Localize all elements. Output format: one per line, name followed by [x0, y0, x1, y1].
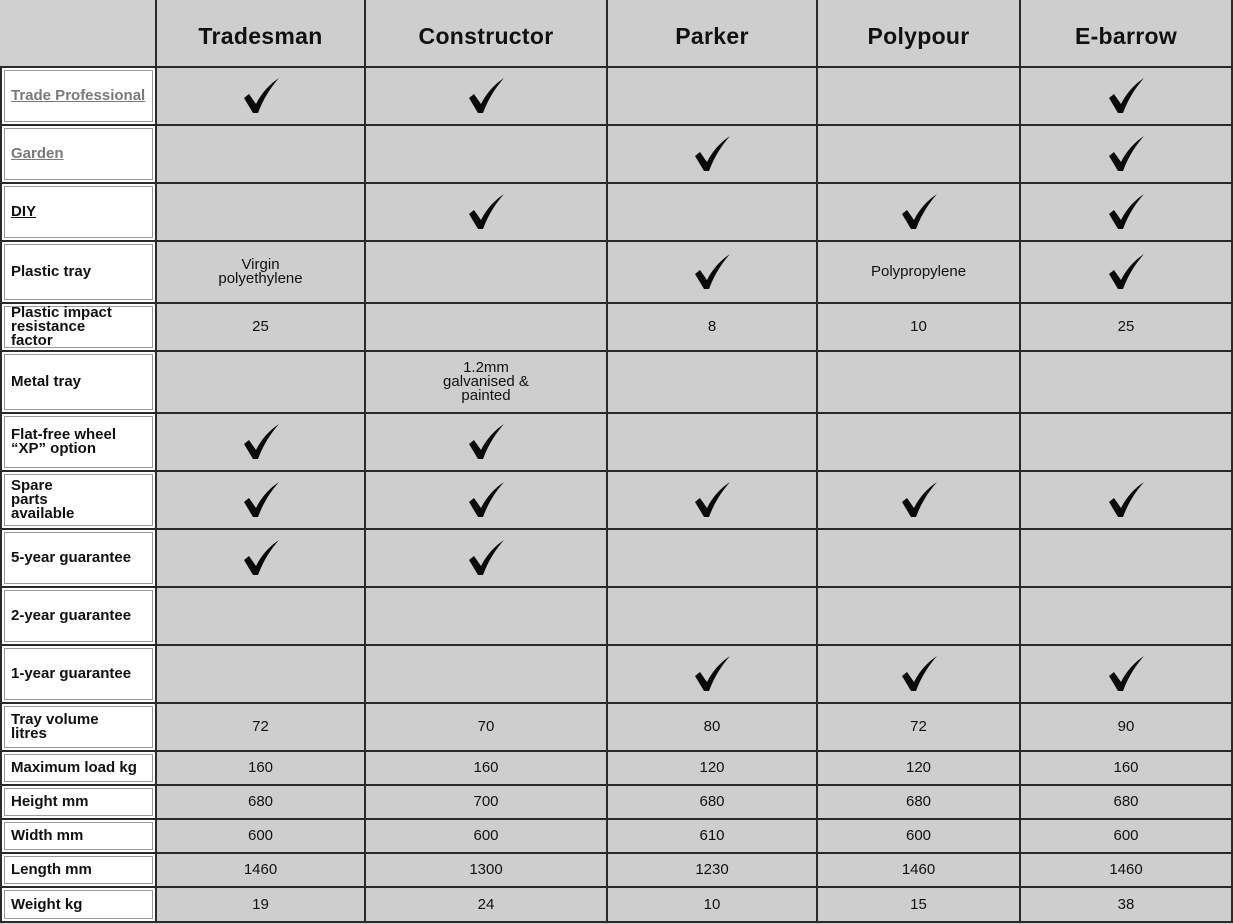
- table-cell: [607, 303, 817, 351]
- table-cell: [365, 819, 607, 853]
- checkmark-icon: [1106, 193, 1146, 231]
- table-cell: [365, 67, 607, 125]
- row-label-link[interactable]: Trade Professional: [11, 87, 146, 104]
- row-label-cell: [1, 887, 156, 922]
- table-cell: [817, 125, 1020, 183]
- cell-value: 8: [707, 318, 717, 335]
- row-label-cell: [1, 751, 156, 785]
- row-label-cell: [1, 471, 156, 529]
- table-cell: [607, 853, 817, 887]
- row-label-cell[interactable]: [1, 125, 156, 183]
- table-cell: [1020, 351, 1232, 413]
- row-label: Height mm: [11, 793, 89, 810]
- column-header-tradesman: Tradesman: [156, 0, 365, 67]
- table-cell: [365, 887, 607, 922]
- table-cell: [365, 241, 607, 303]
- cell-value: 600: [1113, 827, 1139, 844]
- row-label-cell: [1, 351, 156, 413]
- table-cell: [365, 645, 607, 703]
- table-cell: [156, 785, 365, 819]
- cell-value: 10: [910, 318, 927, 335]
- checkmark-icon: [692, 253, 732, 291]
- table-cell: [365, 413, 607, 471]
- table-cell: [365, 751, 607, 785]
- table-cell: [607, 751, 817, 785]
- row-label: Plastic impact resistance factor: [11, 304, 112, 349]
- table-cell: [156, 67, 365, 125]
- cell-value: 70: [477, 718, 495, 735]
- row-label-cell: [1, 303, 156, 351]
- table-row: [1, 703, 1232, 751]
- row-label-link[interactable]: DIY: [11, 203, 37, 220]
- cell-value: 160: [473, 759, 499, 776]
- table-cell: [365, 125, 607, 183]
- table-row: [1, 887, 1232, 922]
- table-cell: [156, 645, 365, 703]
- table-row: [1, 351, 1232, 413]
- table-cell: [817, 351, 1020, 413]
- checkmark-icon: [692, 481, 732, 519]
- column-header-e-barrow: E-barrow: [1020, 0, 1232, 67]
- cell-value: 120: [905, 759, 932, 776]
- table-row: [1, 785, 1232, 819]
- row-label: Length mm: [11, 861, 92, 878]
- table-cell: [365, 853, 607, 887]
- column-header-polypour: Polypour: [817, 0, 1020, 67]
- checkmark-icon: [241, 539, 281, 577]
- cell-value: 24: [477, 895, 495, 913]
- row-label-cell: [1, 703, 156, 751]
- table-cell: [1020, 413, 1232, 471]
- table-cell: [607, 587, 817, 645]
- checkmark-icon: [1106, 253, 1146, 291]
- table-cell: [1020, 125, 1232, 183]
- cell-value: 10: [703, 895, 721, 913]
- checkmark-icon: [466, 423, 506, 461]
- table-cell: [817, 413, 1020, 471]
- checkmark-icon: [692, 655, 732, 693]
- table-cell: [156, 587, 365, 645]
- cell-value: 1460: [1109, 861, 1143, 878]
- table-cell: [365, 529, 607, 587]
- table-cell: [607, 471, 817, 529]
- checkmark-icon: [466, 481, 506, 519]
- table-cell: [817, 67, 1020, 125]
- checkmark-icon: [1106, 481, 1146, 519]
- table-row: [1, 241, 1232, 303]
- table-row: [1, 751, 1232, 785]
- table-cell: [817, 819, 1020, 853]
- row-label-cell: [1, 413, 156, 471]
- row-label-cell: [1, 645, 156, 703]
- table-cell: [817, 645, 1020, 703]
- table-cell: [1020, 887, 1232, 922]
- table-cell: [1020, 785, 1232, 819]
- table-row: [1, 471, 1232, 529]
- cell-value: 25: [252, 318, 269, 335]
- table-row: [1, 303, 1232, 351]
- row-label: Weight kg: [11, 895, 83, 913]
- column-header-parker: Parker: [607, 0, 817, 67]
- table-cell: [1020, 67, 1232, 125]
- checkmark-icon: [466, 193, 506, 231]
- table-cell: [156, 241, 365, 303]
- table-cell: [817, 241, 1020, 303]
- cell-value: 1460: [901, 861, 936, 878]
- table-cell: [365, 587, 607, 645]
- table-row: [1, 587, 1232, 645]
- cell-value: 1.2mm galvanised & painted: [443, 359, 529, 404]
- table-cell: [365, 785, 607, 819]
- table-cell: [1020, 183, 1232, 241]
- table-cell: [365, 471, 607, 529]
- table-body: [1, 67, 1232, 922]
- table-row: [1, 853, 1232, 887]
- row-label: Plastic tray: [11, 263, 92, 280]
- table-cell: [365, 303, 607, 351]
- cell-value: 680: [699, 793, 725, 810]
- table-cell: [1020, 303, 1232, 351]
- table-cell: [607, 67, 817, 125]
- table-cell: [607, 645, 817, 703]
- cell-value: Virgin polyethylene: [218, 256, 303, 287]
- row-label: 1-year guarantee: [11, 665, 132, 682]
- table-cell: [607, 703, 817, 751]
- cell-value: 1460: [243, 861, 278, 878]
- table-cell: [156, 853, 365, 887]
- row-label-cell: [1, 785, 156, 819]
- table-row: [1, 529, 1232, 587]
- cell-value: 680: [1113, 793, 1139, 810]
- table-cell: [817, 529, 1020, 587]
- row-label: Width mm: [11, 827, 84, 844]
- table-cell: [365, 703, 607, 751]
- table-cell: [365, 183, 607, 241]
- checkmark-icon: [466, 77, 506, 115]
- cell-value: 15: [910, 895, 927, 913]
- table-cell: [607, 351, 817, 413]
- header-row: [1, 0, 1232, 67]
- cell-value: 600: [247, 827, 274, 844]
- row-label: 2-year guarantee: [11, 607, 132, 624]
- row-label: 5-year guarantee: [11, 549, 132, 566]
- table-cell: [817, 587, 1020, 645]
- table-cell: [817, 303, 1020, 351]
- checkmark-icon: [899, 481, 939, 519]
- cell-value: 610: [699, 827, 725, 844]
- cell-value: 38: [1117, 895, 1135, 913]
- table-cell: [156, 819, 365, 853]
- checkmark-icon: [466, 539, 506, 577]
- checkmark-icon: [241, 77, 281, 115]
- table-cell: [817, 471, 1020, 529]
- table-cell: [817, 853, 1020, 887]
- table-cell: [817, 703, 1020, 751]
- checkmark-icon: [241, 481, 281, 519]
- row-label-cell: [1, 853, 156, 887]
- checkmark-icon: [1106, 135, 1146, 173]
- cell-value: 160: [1113, 759, 1139, 776]
- row-label: Flat-free wheel “XP” option: [11, 426, 117, 457]
- table-cell: [817, 785, 1020, 819]
- cell-value: 1300: [469, 861, 503, 878]
- cell-value: 120: [699, 759, 725, 776]
- table-row: [1, 645, 1232, 703]
- table-cell: [1020, 703, 1232, 751]
- cell-value: 25: [1117, 318, 1135, 335]
- table-cell: [156, 351, 365, 413]
- row-label-cell: [1, 241, 156, 303]
- row-label-link[interactable]: Garden: [11, 145, 64, 162]
- column-header-constructor: Constructor: [365, 0, 607, 67]
- table-cell: [1020, 645, 1232, 703]
- row-label: Tray volume litres: [11, 711, 99, 742]
- checkmark-icon: [692, 135, 732, 173]
- table-row: [1, 67, 1232, 125]
- table-cell: [817, 183, 1020, 241]
- table-cell: [607, 529, 817, 587]
- table-cell: [156, 183, 365, 241]
- table-cell: [1020, 751, 1232, 785]
- table-row: [1, 413, 1232, 471]
- cell-value: 680: [247, 793, 274, 810]
- table-cell: [156, 125, 365, 183]
- cell-value: 600: [905, 827, 932, 844]
- row-label: Metal tray: [11, 373, 82, 390]
- table-cell: [817, 751, 1020, 785]
- table-row: [1, 819, 1232, 853]
- row-label-cell: [1, 529, 156, 587]
- table-cell: [817, 887, 1020, 922]
- row-label-cell: [1, 819, 156, 853]
- table-cell: [1020, 471, 1232, 529]
- table-cell: [607, 241, 817, 303]
- checkmark-icon: [241, 423, 281, 461]
- table-cell: [365, 351, 607, 413]
- table-row: [1, 125, 1232, 183]
- table-cell: [607, 413, 817, 471]
- table-cell: [1020, 819, 1232, 853]
- cell-value: 600: [473, 827, 499, 844]
- table-cell: [156, 413, 365, 471]
- cell-value: 700: [473, 793, 499, 810]
- table-cell: [156, 887, 365, 922]
- table-cell: [1020, 853, 1232, 887]
- cell-value: 680: [905, 793, 932, 810]
- cell-value: 160: [247, 759, 274, 776]
- checkmark-icon: [899, 193, 939, 231]
- table-cell: [156, 703, 365, 751]
- table-cell: [1020, 241, 1232, 303]
- table-row: [1, 183, 1232, 241]
- cell-value: 72: [910, 718, 927, 735]
- table-cell: [607, 887, 817, 922]
- row-label: Maximum load kg: [11, 759, 137, 776]
- cell-value: 90: [1117, 718, 1135, 735]
- table-cell: [156, 471, 365, 529]
- corner-cell: [1, 0, 156, 67]
- row-label-cell: [1, 587, 156, 645]
- cell-value: 72: [252, 718, 269, 735]
- row-label-cell[interactable]: [1, 183, 156, 241]
- table-cell: [607, 819, 817, 853]
- table-cell: [156, 303, 365, 351]
- table-cell: [607, 183, 817, 241]
- table-cell: [156, 751, 365, 785]
- table-cell: [1020, 587, 1232, 645]
- table-cell: [156, 529, 365, 587]
- checkmark-icon: [899, 655, 939, 693]
- row-label-cell[interactable]: [1, 67, 156, 125]
- cell-value: Polypropylene: [870, 263, 967, 280]
- table-cell: [607, 125, 817, 183]
- checkmark-icon: [1106, 77, 1146, 115]
- checkmark-icon: [1106, 655, 1146, 693]
- cell-value: 80: [703, 718, 721, 735]
- table-cell: [607, 785, 817, 819]
- table-cell: [1020, 529, 1232, 587]
- cell-value: 19: [252, 895, 269, 913]
- cell-value: 1230: [695, 861, 729, 878]
- row-label: Spare parts available: [11, 477, 75, 522]
